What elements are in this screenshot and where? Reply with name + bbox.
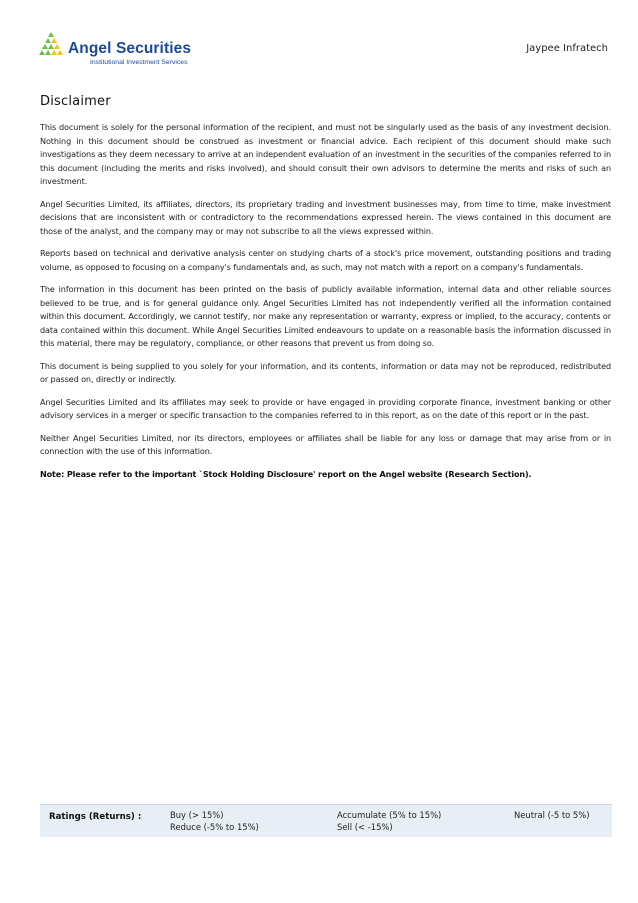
- angel-securities-logo: [38, 32, 208, 68]
- disclaimer-paragraph: This document is solely for the personal information of the recipient, and must not be singularly used as the basis of any investment decision. Nothing in this document should be construed as investment or financial advice. Each recipient of this document should make such investigations as they deem necessary to arrive at an independent evaluation of an investment in the securities of the companies referred to in this document (including the merits and risks involved), and should consult their own advisors to determine the merits and risks of such an investment.: [40, 122, 611, 186]
- disclaimer-paragraph: Angel Securities Limited and its affiliates may seek to provide or have engaged in providing corporate finance, investment banking or other advisory services in a merger or specific transaction to the companies referred to in this report, as on the date of this report or in the past.: [40, 396, 611, 420]
- ratings-label: Ratings (Returns) :: [49, 812, 142, 822]
- brand-name: Angel Securities: [68, 40, 192, 57]
- company-name: Jaypee Infratech: [526, 43, 608, 54]
- rating-reduce: Reduce (-5% to 15%): [170, 822, 259, 832]
- disclaimer-title: Disclaimer: [40, 94, 111, 109]
- disclaimer-body: [40, 121, 611, 481]
- pyramid-logo-icon: [38, 32, 68, 58]
- rating-sell: Sell (< -15%): [337, 822, 393, 832]
- disclaimer-paragraph: Angel Securities Limited, its affiliates, directors, its proprietary trading and investment businesses may, from time to time, make investment decisions that are inconsistent with or contradictory to the recommendations expressed herein. The views contained in this document are those of the analyst, and the company may or may not subscribe to all the views expressed within.: [40, 198, 611, 236]
- disclaimer-paragraph: Reports based on technical and derivative analysis center on studying charts of a stock's price movement, outstanding positions and trading volume, as opposed to focusing on a company's fundamentals and, as such, may not match with a report on a company's fundamentals.: [40, 248, 611, 272]
- disclosure-note: Note: Please refer to the important `Stock Holding Disclosure' report on the Angel website (Research Section).: [40, 468, 532, 479]
- ratings-legend: [40, 804, 612, 837]
- rating-buy: Buy (> 15%): [170, 810, 224, 820]
- rating-neutral: Neutral (-5 to 5%): [514, 810, 590, 820]
- disclaimer-paragraph: Neither Angel Securities Limited, nor its directors, employees or affiliates shall be liable for any loss or damage that may arise from or in connection with the use of this information.: [40, 432, 611, 456]
- brand-tagline: Institutional Investment Services: [90, 59, 188, 66]
- disclaimer-paragraph: This document is being supplied to you solely for your information, and its contents, information or data may not be reproduced, redistributed or passed on, directly or indirectly.: [40, 360, 611, 384]
- disclaimer-paragraph: The information in this document has been printed on the basis of publicly available information, internal data and other reliable sources believed to be true, and is for general guidance only. Angel Securities Limited has not independently verified all the information contained within this document. Accordingly, we cannot testify, nor make any representation or warranty, express or implied, to the accuracy, contents or data contained within this document. While Angel Securities Limited endeavours to update on a reasonable basis the information discussed in this material, there may be regulatory, compliance, or other reasons that prevent us from doing so.: [40, 284, 611, 348]
- rating-accumulate: Accumulate (5% to 15%): [337, 810, 442, 820]
